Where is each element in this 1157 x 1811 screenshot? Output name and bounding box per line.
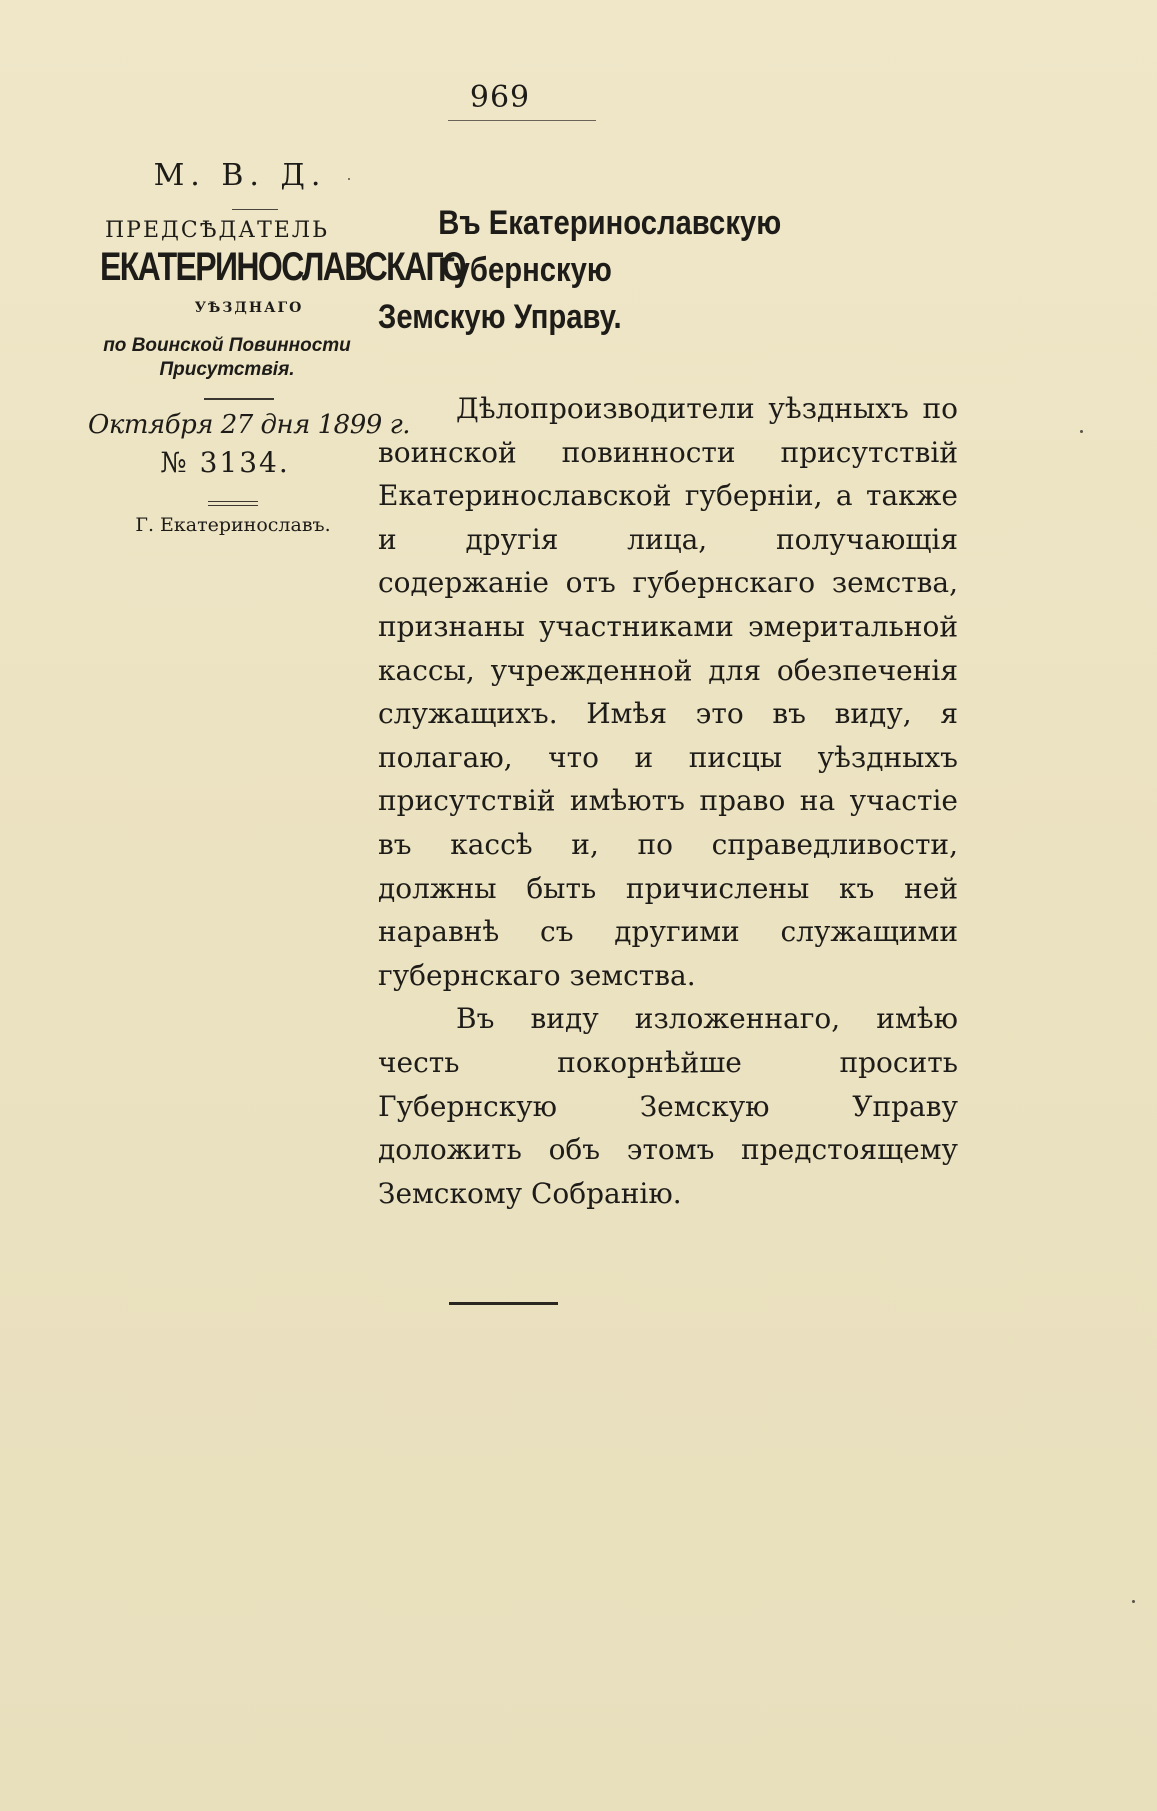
- presence-title: [74, 334, 380, 382]
- body-paragraph-2: Въ виду изложеннаго, имѣю честь покорнѣйше просить Губернскую Земскую Управу доложить объ этомъ предстоящему Земскому Собранію.: [378, 1002, 958, 1210]
- district-name: ЕКАТЕРИНОСЛАВСКАГО: [100, 245, 465, 289]
- body-paragraph-1: Дѣлопроизводители уѣздныхъ по воинской повинности присутствій Екатеринославской губерніи, а также и другія лица, получающія содержаніе отъ губернскаго земства, признаны участниками эмеритальной кассы, учрежденной для обезпеченія служащихъ. Имѣя это въ виду, я полагаю, что и писцы уѣздныхъ присутствій имѣютъ право на участіе въ кассѣ и, по справедливости, должны быть причислены къ ней наравнѣ съ другими служащими губернскаго земства.: [378, 392, 958, 992]
- paper-speck: [1080, 430, 1083, 433]
- uyezd-label: УѢЗДНАГО: [194, 300, 304, 316]
- presence-line-2: Присутствія.: [159, 359, 295, 380]
- divider: [232, 209, 278, 210]
- paper-speck: [1132, 1600, 1135, 1603]
- letter-body: [378, 387, 958, 1215]
- addressee: [378, 200, 894, 341]
- addressee-line-1: Въ Екатеринославскую Губернскую: [438, 204, 782, 289]
- page-number: 969: [469, 80, 531, 115]
- chairman-title: ПРЕДСѢДАТЕЛЬ: [105, 218, 329, 243]
- paper-speck: [348, 178, 350, 180]
- letterhead: [70, 150, 465, 536]
- presence-line-1: по Воинской Повинности: [103, 335, 351, 356]
- letter-number: № 3134.: [160, 446, 290, 479]
- addressee-line-2: Земскую Управу.: [378, 298, 622, 336]
- ministry-abbreviation: М. В. Д.: [153, 158, 327, 193]
- closing-rule: [449, 1302, 558, 1305]
- page-number-rule: [448, 120, 596, 121]
- city-name: Г. Екатеринославъ.: [135, 514, 331, 536]
- letter-date: Октября 27 дня 1899 г.: [88, 410, 410, 440]
- double-divider: [208, 501, 258, 506]
- divider: [204, 398, 274, 400]
